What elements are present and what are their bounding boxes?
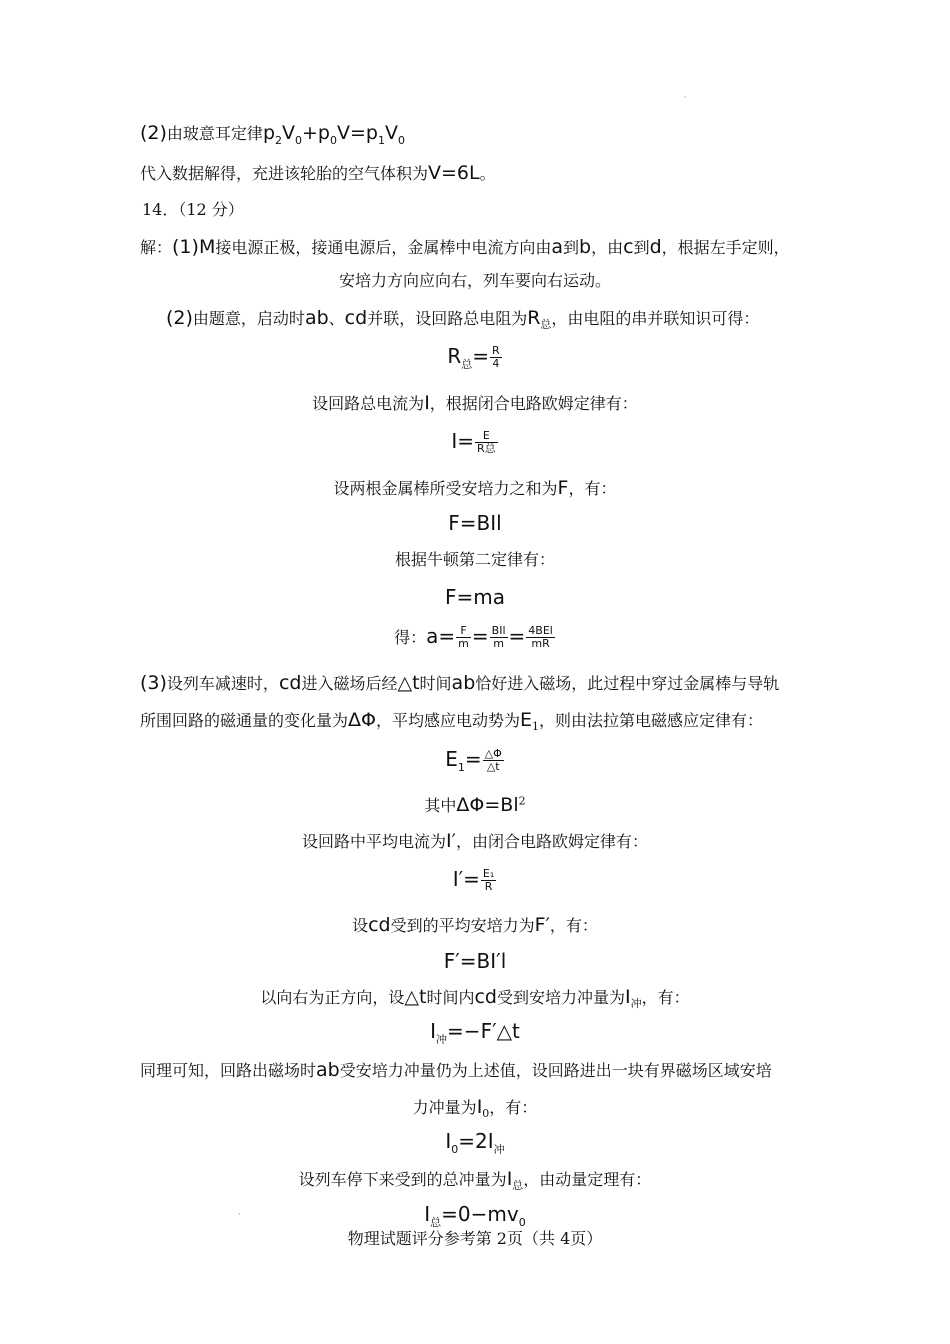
formula-f-bil: F=BIl — [448, 511, 502, 535]
formula-acceleration: 得：a= $\frac{F}{m}$ = BIl m = 4BEl mR — [394, 624, 553, 650]
line-avg-force: 设cd受到的平均安培力为F′，有： — [352, 914, 598, 936]
formula-i-prime: I′= $\frac{\text{E₁}}{R}$ — [452, 867, 495, 893]
question-14-header: 14．（12 分） — [142, 200, 244, 219]
line-newton: 根据牛顿第二定律有： — [394, 550, 555, 569]
line-total-current: 设回路总电流为I，根据闭合电路欧姆定律有： — [312, 392, 638, 414]
line-boyle: (2)由玻意耳定律$p_2V_0+p_0V=p_1V_0$ — [140, 122, 405, 147]
page-footer: 物理试题评分参考第 2页（共 4页） — [347, 1229, 603, 1248]
line-force-sum: 设两根金属棒所受安培力之和为F，有： — [333, 477, 617, 499]
line-part1: 解：(1)M接电源正极，接通电源后，金属棒中电流方向由a到b，由c到d，根据左手定则， — [140, 236, 790, 258]
formula-e1: $E_1=$ $\frac{\triangle\Phi}{\triangle t}$ — [445, 747, 502, 774]
formula-i0: $I_0=2I_冲$ — [445, 1129, 505, 1156]
formula-f-prime: F′=BI′l — [443, 949, 507, 973]
formula-impulse: $I_冲=-F'\triangle t$ — [430, 1019, 520, 1046]
line-total-impulse: 设列车停下来受到的总冲量为$I_总$，由动量定理有： — [298, 1168, 652, 1193]
line-flux-change: 所围回路的磁通量的变化量为ΔΦ，平均感应电动势为$E_1$，则由法拉第电磁感应定律有： — [140, 709, 764, 734]
line-force-direction: 安培力方向应向右，列车要向右运动。 — [338, 271, 611, 290]
formula-momentum: $I_总=0-mv_0$ — [424, 1202, 526, 1229]
line-impulse-def: 以向右为正方向，设△t时间内cd受到安培力冲量为$I_冲$，有： — [260, 986, 690, 1011]
line-exit-field: 同理可知，回路出磁场时ab受安培力冲量仍为上述值，设回路进出一块有界磁场区域安培 — [140, 1059, 772, 1081]
line-impulse-i0: 力冲量为$I_0$，有： — [412, 1096, 538, 1121]
scan-dot: · — [238, 1210, 241, 1219]
scan-dot: · — [684, 93, 687, 102]
formula-f-ma: F=ma — [445, 585, 505, 609]
formula-i-total: I= E R总 — [451, 429, 496, 455]
line-flux-value: 其中$\Delta\Phi=Bl^2$ — [424, 794, 526, 816]
formula-r-total: $R_总=$ $\frac{R}{4}$ — [447, 344, 500, 371]
line-part2: (2)由题意，启动时ab、cd并联，设回路总电阻为$R_总$，由电阻的串并联知识可得： — [166, 307, 760, 332]
line-volume: 代入数据解得，充进该轮胎的空气体积为V=6L。 — [140, 162, 496, 184]
line-part3: (3)设列车减速时，cd进入磁场后经△t时间ab恰好进入磁场，此过程中穿过金属棒与导轨 — [140, 672, 780, 694]
line-avg-current: 设回路中平均电流为I′，由闭合电路欧姆定律有： — [302, 830, 648, 852]
